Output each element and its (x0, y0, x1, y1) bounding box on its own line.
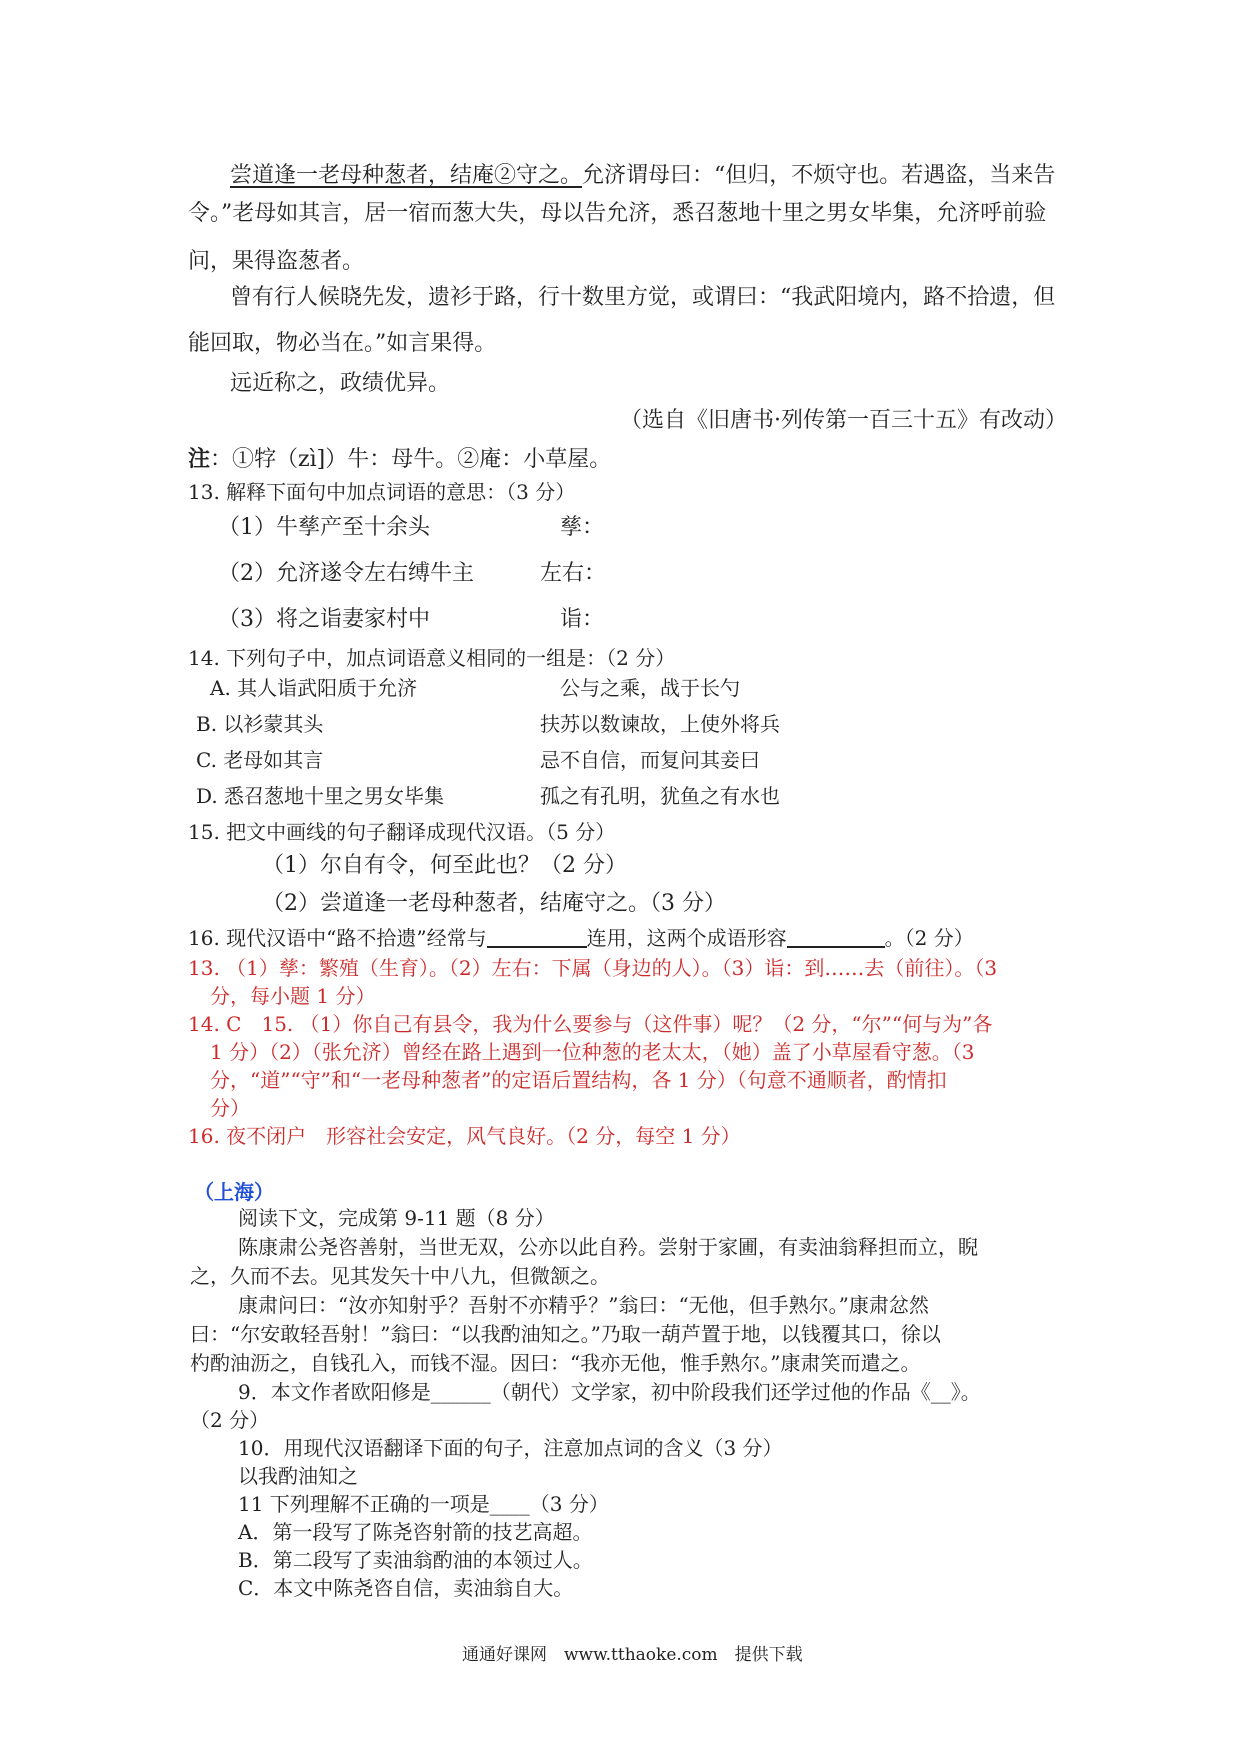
question-13-stem: 13. 解释下面句中加点词语的意思：（3 分） (188, 480, 576, 504)
answer-line: 分，每小题 1 分） (210, 984, 376, 1008)
question-14-option: D. 悉召葱地十里之男女毕集 (196, 784, 445, 808)
fill-blank (787, 928, 885, 948)
question-14-option: C. 老母如其言 (196, 748, 324, 772)
note: 注：①牸（zì]）牛：母牛。②庵：小草屋。 (188, 446, 612, 472)
question-13-word: 左右： (540, 561, 607, 586)
passage-line: 曾有行人候晓先发，遗衫于路，行十数里方觉，或谓曰：“我武阳境内，路不拾遗，但 (230, 285, 1056, 310)
question-13-item: （2）允济遂令左右缚牛主 (218, 561, 474, 586)
section-intro: 阅读下文，完成第 9-11 题（8 分） (238, 1206, 555, 1230)
answer-line: 1 分）（2）（张允济）曾经在路上遇到一位种葱的老太太，（她）盖了小草屋看守葱。（3 (210, 1040, 975, 1064)
passage-line: 之，久而不去。见其发矢十中八九，但微颔之。 (190, 1264, 610, 1288)
passage-line: 康肃问曰：“汝亦知射乎？吾射不亦精乎？”翁曰：“无他，但手熟尔。”康肃忿然 (238, 1293, 929, 1317)
passage-line: 杓酌油沥之，自钱孔入，而钱不湿。因曰：“我亦无他，惟手熟尔。”康肃笑而遣之。 (190, 1351, 921, 1375)
underlined-sentence: 尝道逢一老母种葱者，结庵②守之。 (230, 163, 583, 188)
passage-line: 问，果得盗葱者。 (188, 249, 365, 274)
fill-blank (487, 928, 587, 948)
question-15-stem: 15. 把文中画线的句子翻译成现代汉语。（5 分） (188, 820, 616, 844)
question-13-item: （1）牛孳产至十余头 (218, 515, 430, 540)
question-11-option: B．第二段写了卖油翁酌油的本领过人。 (238, 1548, 593, 1572)
question-14-option-pair: 孤之有孔明，犹鱼之有水也 (540, 784, 780, 808)
answer-line: 分） (210, 1096, 250, 1120)
question-11: 11 下列理解不正确的一项是____（3 分） (238, 1492, 609, 1516)
question-11-option: C．本文中陈尧咨自信，卖油翁自大。 (238, 1576, 574, 1600)
answer-line: 14. C 15. （1）你自己有县令，我为什么要参与（这件事）呢？（2 分，“尔”“何与为”各 (188, 1012, 993, 1036)
question-9: 9．本文作者欧阳修是______（朝代）文学家，初中阶段我们还学过他的作品《__》。 (238, 1380, 981, 1404)
question-14-option-pair: 公与之乘，战于长勺 (560, 676, 740, 700)
question-14-option: A. 其人诣武阳质于允济 (210, 676, 418, 700)
answer-line: 分，“道”“守”和“一老母种葱者”的定语后置结构，各 1 分）（句意不通顺者，酌情扣 (210, 1068, 947, 1092)
question-9-score: （2 分） (190, 1408, 270, 1432)
question-13-item: （3）将之诣妻家村中 (218, 607, 430, 632)
question-14-stem: 14. 下列句子中，加点词语意义相同的一组是：（2 分） (188, 646, 676, 670)
answer-line: 13. （1）孳：繁殖（生育）。（2）左右：下属（身边的人）。（3）诣：到……去（前往）。（3 (188, 956, 998, 980)
question-13-word: 孳： (560, 515, 605, 540)
question-14-option-pair: 忌不自信，而复问其妾曰 (540, 748, 760, 772)
question-10-sentence: 以我酌油知之 (238, 1464, 358, 1488)
passage-line: 远近称之，政绩优异。 (230, 371, 451, 396)
passage-line: 曰：“尔安敢轻吾射！”翁曰：“以我酌油知之。”乃取一葫芦置于地，以钱覆其口，徐以 (190, 1322, 941, 1346)
passage-line: 能回取，物必当在。”如言果得。 (188, 331, 497, 356)
passage-line: 令。”老母如其言，居一宿而葱大失，母以告允济，悉召葱地十里之男女毕集，允济呼前验 (188, 201, 1047, 226)
question-14-option: B. 以衫蒙其头 (196, 712, 324, 736)
question-15-item: （2）尝道逢一老母种葱者，结庵守之。（3 分） (262, 891, 726, 916)
passage-line: 陈康肃公尧咨善射，当世无双，公亦以此自矜。尝射于家圃，有卖油翁释担而立，睨 (238, 1235, 978, 1259)
page-footer: 通通好课网 www.tthaoke.com 提供下载 (462, 1645, 803, 1665)
region-label: （上海） (194, 1180, 274, 1204)
passage-line: 尝道逢一老母种葱者，结庵②守之。允济谓母曰：“但归，不烦守也。若遇盗，当来告 (230, 163, 1056, 188)
question-16: 16. 现代汉语中“路不拾遗”经常与 连用，这两个成语形容 。（2 分） (188, 926, 974, 950)
note-label: 注 (188, 446, 211, 472)
question-13-word: 诣： (560, 607, 605, 632)
question-15-item: （1）尔自有令，何至此也？（2 分） (262, 853, 627, 878)
question-10: 10．用现代汉语翻译下面的句子，注意加点词的含义（3 分） (238, 1436, 783, 1460)
source-citation: （选自《旧唐书·列传第一百三十五》有改动） (620, 408, 1067, 433)
answer-line: 16. 夜不闭户 形容社会安定，风气良好。（2 分，每空 1 分） (188, 1124, 741, 1148)
question-11-option: A．第一段写了陈尧咨射箭的技艺高超。 (238, 1520, 593, 1544)
question-14-option-pair: 扶苏以数谏故，上使外将兵 (540, 712, 780, 736)
